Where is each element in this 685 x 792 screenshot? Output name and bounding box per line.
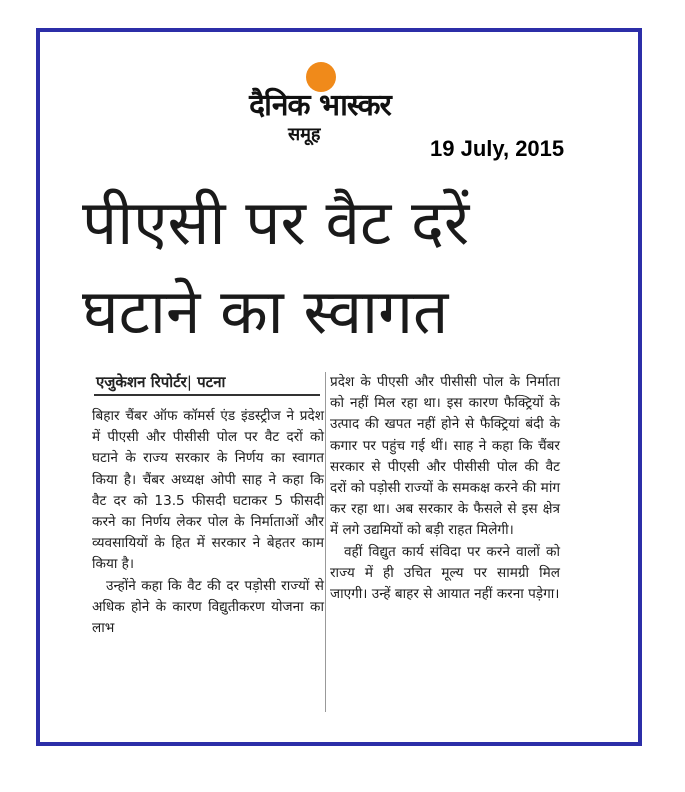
clipping-date: 19 July, 2015 <box>430 136 565 161</box>
headline-line-1: पीएसी पर वैट दरें <box>82 186 470 259</box>
byline <box>96 372 225 392</box>
masthead-group: समूह <box>288 124 321 145</box>
byline-rule <box>94 394 320 396</box>
newspaper-masthead: दैनिक भास्कर <box>249 88 391 123</box>
column-divider <box>325 372 326 712</box>
article-column-2 <box>330 372 560 605</box>
article-paragraph: वहीं विद्युत कार्य संविदा पर करने वालों को राज्य में ही उचित मूल्य पर सामग्री मिल जाएगी। उन्हें बाहर से आयात नहीं करना पड़ेगा। <box>330 543 560 603</box>
article-column-1 <box>92 406 324 639</box>
article-paragraph: उन्होंने कहा कि वैट की दर पड़ोसी राज्यों से अधिक होने के कारण विद्युतीकरण योजना का लाभ <box>92 577 324 637</box>
headline-line-2: घटाने का स्वागत <box>82 275 449 348</box>
article-paragraph: प्रदेश के पीएसी और पीसीसी पोल के निर्माता को नहीं मिल रहा था। इस कारण फैक्ट्रियों के उत्पाद की खपत नहीं होने से फैक्ट्रियां बंदी के कगार पर पहुंच गई थीं। साह ने कहा कि चैंबर सरकार से पीएसी और पीसीसी पोल की वैट दरों को पड़ोसी राज्यों के समकक्ष करने की मांग कर रहा था। अब सरकार के फैसले से इस क्षेत्र में लगे उद्यमियों को बड़ी राहत मिलेगी। <box>330 374 560 539</box>
byline-reporter: एजुकेशन रिपोर्टर <box>96 373 187 391</box>
byline-separator: | <box>186 373 192 391</box>
article-paragraph: बिहार चैंबर ऑफ कॉमर्स एंड इंडस्ट्रीज ने प्रदेश में पीएसी और पीसीसी पोल पर वैट दरों को घटाने के राज्य सरकार के निर्णय का स्वागत किया है। चैंबर अध्यक्ष ओपी साह ने कहा कि वैट दर को 13.5 फीसदी घटाकर 5 फीसदी करने का निर्णय लेकर पोल के निर्माताओं और व्यवसायियों के हित में सरकार ने बेहतर काम किया है। <box>92 408 324 573</box>
byline-city: पटना <box>197 373 226 391</box>
